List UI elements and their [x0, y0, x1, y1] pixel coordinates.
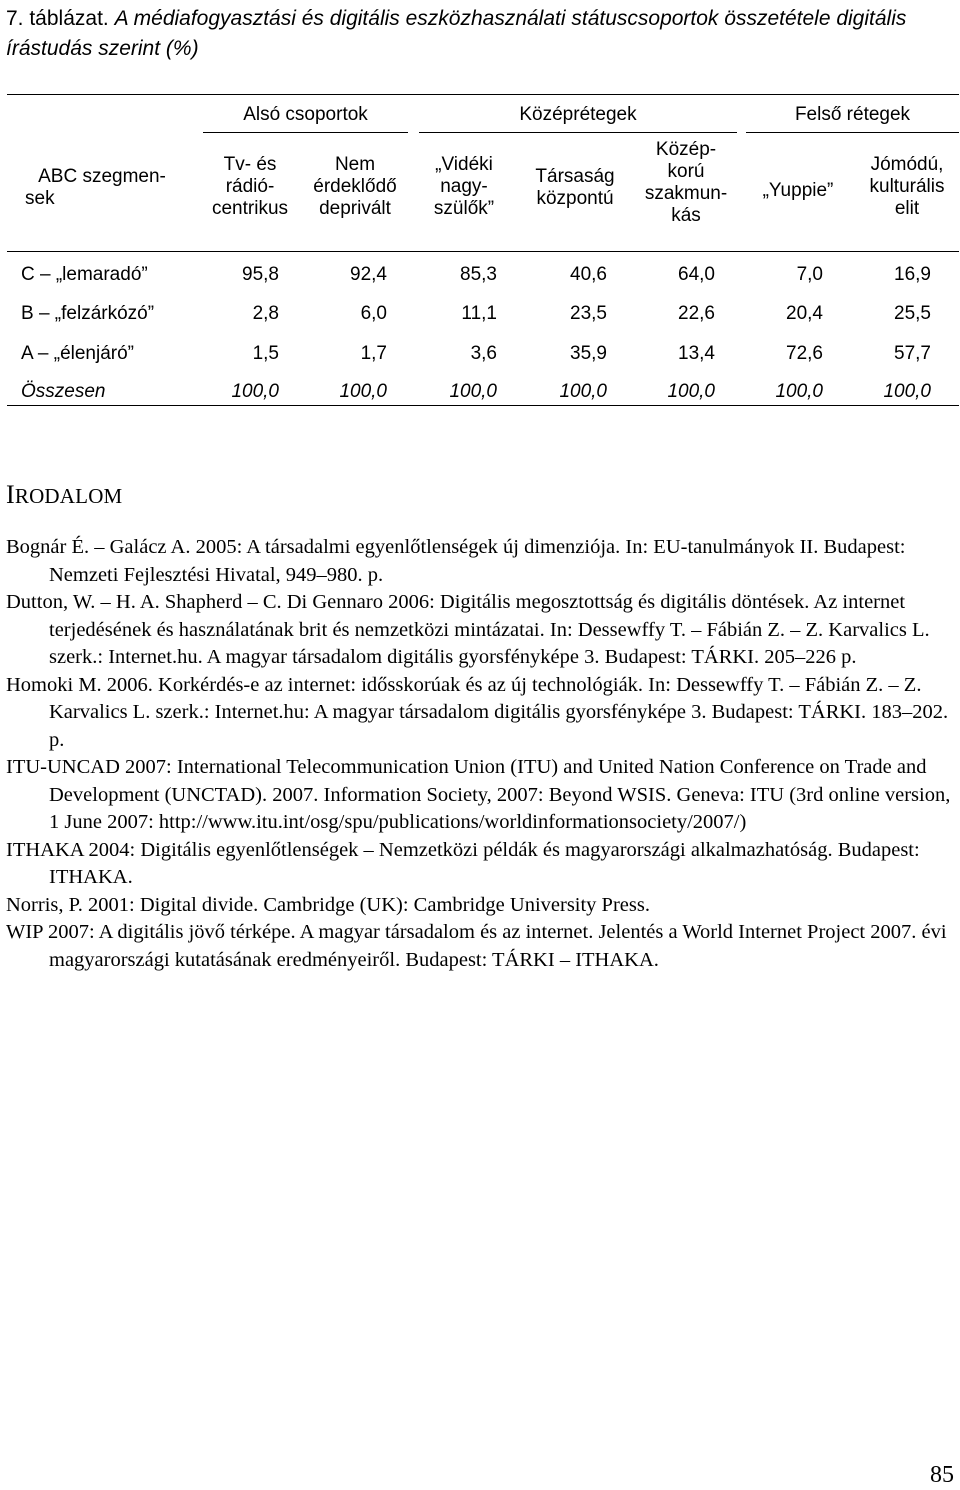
table-cell: 40,6 — [570, 264, 607, 285]
reference-item: Dutton, W. – H. A. Shapherd – C. Di Gennaro 2006: Digitális megosztottság és digitális döntések. Az internet terjedésének és használatának brit és nemzetközi mintázatai. In: Dessewffy T. – Fábián Z. – Z. Karvalics L. szerk.: Internet.hu. A magyar társadalom digitális gyorsfényképe 3. Budapest: TÁRKI. 205–226 p. — [6, 591, 930, 668]
row-label: A – „élenjáró” — [21, 343, 135, 364]
table-number: 7. táblázat. — [6, 7, 109, 30]
column-header-society-centered: Társaság központú — [535, 166, 615, 209]
group-header-upper: Felső rétegek — [794, 104, 911, 125]
table-cell: 92,4 — [350, 264, 387, 285]
header-bottom-rule — [7, 251, 959, 252]
column-header-wealthy-elite: Jómódú, kulturális elit — [869, 154, 945, 219]
status-groups-table — [7, 94, 959, 406]
table-cell: 3,6 — [470, 343, 497, 364]
page-number: 85 — [930, 1462, 954, 1488]
table-cell: 100,0 — [775, 381, 823, 402]
table-cell: 13,4 — [678, 343, 715, 364]
table-cell: 11,1 — [461, 303, 497, 324]
group-rule-lower — [203, 132, 408, 133]
column-header-tv-radio: Tv- és rádió- centrikus — [211, 154, 289, 219]
references-heading: IRODALOM — [6, 480, 123, 509]
segment-column-header: ABC szegmen- sek — [25, 166, 166, 209]
table-cell: 35,9 — [570, 343, 607, 364]
reference-item: Norris, P. 2001: Digital divide. Cambridge (UK): Cambridge University Press. — [6, 893, 650, 916]
table-cell: 6,0 — [360, 303, 387, 324]
row-label: B – „felzárkózó” — [21, 303, 155, 324]
table-title: A médiafogyasztási és digitális eszközhasználati státuscsoportok összetétele digitális írástudás szerint (%) — [6, 7, 907, 60]
table-cell: 100,0 — [559, 381, 607, 402]
group-header-middle: Középrétegek — [519, 104, 637, 125]
table-cell: 100,0 — [339, 381, 387, 402]
column-header-yuppie: „Yuppie” — [762, 180, 834, 201]
group-rule-middle — [419, 132, 737, 133]
table-cell: 95,8 — [242, 264, 279, 285]
references-section — [6, 480, 956, 974]
table-cell: 1,5 — [252, 343, 279, 364]
total-label: Összesen — [21, 381, 106, 402]
table-cell: 72,6 — [786, 343, 823, 364]
reference-item: Homoki M. 2006. Korkérdés-e az internet: idősskorúak és az új technológiák. In: Dessewffy T. – Fábián Z. – Z. Karvalics L. szerk.: Internet.hu: A magyar társadalom digitális gyorsfényképe 3. Budapest: TÁRKI. 183–202. p. — [6, 673, 949, 751]
table-cell: 100,0 — [449, 381, 497, 402]
table-cell: 100,0 — [883, 381, 931, 402]
table-cell: 85,3 — [460, 264, 497, 285]
table-cell: 20,4 — [786, 303, 823, 324]
table-cell: 25,5 — [894, 303, 931, 324]
table-cell: 64,0 — [678, 264, 715, 285]
group-header-lower: Alsó csoportok — [243, 104, 368, 125]
table-bottom-rule — [7, 405, 959, 406]
column-header-rural-grandparents: „Vidéki nagy- szülők” — [433, 154, 495, 219]
table-cell: 57,7 — [894, 343, 931, 364]
column-header-middle-aged-skilled: Közép- korú szakmun- kás — [644, 139, 728, 226]
table-cell: 100,0 — [667, 381, 715, 402]
table-caption — [6, 4, 951, 64]
table-cell: 2,8 — [252, 303, 279, 324]
table-cell: 23,5 — [570, 303, 607, 324]
reference-item: ITU-UNCAD 2007: International Telecommunication Union (ITU) and United Nation Conference on Trade and Development (UNCTAD). 2007. Information Society, 2007: Beyond WSIS. Geneva: ITU (3rd online version, 1 June 2007: http://www.itu.int/osg/spu/publications/worldinformationsociety/2007/) — [6, 756, 951, 833]
group-rule-upper — [746, 132, 959, 133]
reference-item: WIP 2007: A digitális jövő térképe. A magyar társadalom és az internet. Jelentés a World Internet Project 2007. évi magyarországi kutatásának eredményeiről. Budapest: TÁRKI – ITHAKA. — [6, 921, 947, 971]
table-cell: 16,9 — [894, 264, 931, 285]
column-header-uninterested: Nem érdeklődő deprivált — [313, 154, 397, 219]
table-cell: 1,7 — [360, 343, 387, 364]
table-cell: 22,6 — [678, 303, 715, 324]
reference-item: Bognár É. – Galácz A. 2005: A társadalmi egyenlőtlenségek új dimenziója. In: EU-tanulmányok II. Budapest: Nemzeti Fejlesztési Hivatal, 949–980. p. — [6, 536, 906, 586]
table-cell: 100,0 — [231, 381, 279, 402]
row-label: C – „lemaradó” — [21, 264, 148, 285]
table-top-rule — [7, 94, 959, 95]
table-cell: 7,0 — [796, 264, 823, 285]
reference-item: ITHAKA 2004: Digitális egyenlőtlenségek – Nemzetközi példák és magyarországi alkalmazhatóság. Budapest: ITHAKA. — [6, 838, 920, 888]
